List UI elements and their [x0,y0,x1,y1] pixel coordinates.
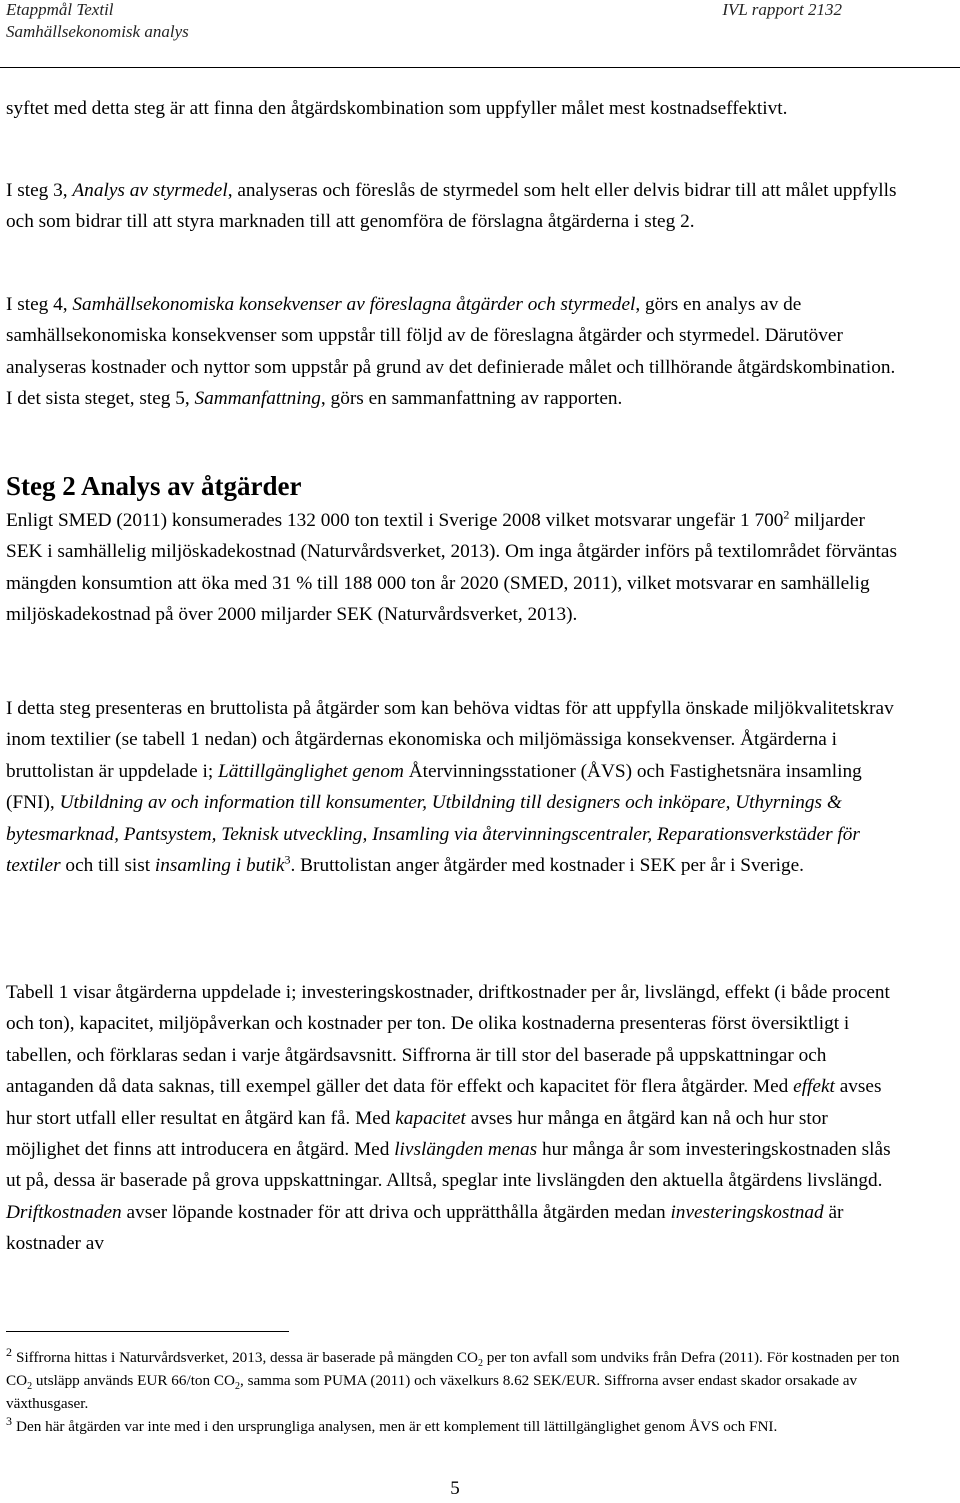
italic-run: Driftkostnaden [6,1201,122,1223]
paragraph-3 [6,289,898,415]
text-run: hur många år som investeringskostnaden slås ut på, dessa är baserade på grova uppskattningar. Alltså, speglar inte livslängden den aktuella åtgärdens livslängd. [6,1139,891,1192]
text-run: Siffrorna hittas i Naturvårdsverket, 2013, dessa är baserade på mängden CO [16,1349,478,1366]
italic-run: Lättillgänglighet genom [218,760,404,782]
paragraph-6 [6,977,898,1260]
footnote-ref[interactable]: 3 [284,852,291,867]
subscript: 2 [235,1381,241,1393]
italic-run: investeringskostnad [670,1201,824,1223]
text-run: I detta steg presenteras en bruttolista på åtgärder som kan behöva vidtas för att uppfylla önskade miljökvalitetskrav inom textilier (se tabell 1 nedan) och åtgärdernas ekonomiska och miljömässiga konsekvenser. Åtgärderna i bruttolistan är uppdelade i; [6,698,894,782]
header-divider [0,67,960,68]
footnote-3 [6,1415,906,1438]
italic-run: Sammanfattning [194,388,321,410]
footnote-number: 2 [6,1344,12,1359]
text-run: . Bruttolistan anger åtgärder med kostnader i SEK per år i Sverige. [290,855,804,877]
header-report-number: IVL rapport 2132 [722,0,842,19]
text-run: , samma som PUMA (2011) och växelkurs 8.62 SEK/EUR. Siffrorna avser endast skador orsakade av växthusgaser. [6,1372,858,1412]
footnotes [6,1346,906,1438]
subscript: 2 [27,1381,33,1393]
subscript: 2 [477,1358,483,1370]
text-run: är kostnader av [6,1201,844,1255]
text-run: Enligt SMED (2011) konsumerades 132 000 ton textil i Sverige 2008 vilket motsvarar ungefär 1 700 [6,510,784,531]
text-run: avser löpande kostnader för att driva och upprätthålla åtgärden medan [121,1201,671,1223]
text-run: Den här åtgärden var inte med i den ursprungliga analysen, men är ett komplement till lättillgänglighet genom ÅVS och FNI. [16,1418,778,1435]
paragraph-2 [6,175,898,238]
section-heading: Steg 2 Analys av åtgärder [6,471,302,501]
footnote-ref[interactable]: 2 [783,507,790,522]
text-run: utsläpp används EUR 66/ton CO [32,1372,236,1389]
footnote-divider [6,1331,289,1332]
italic-run: Analys av styrmedel [72,180,228,201]
page-number: 5 [450,1478,460,1499]
italic-run: livslängden menas [394,1139,538,1161]
italic-run: insamling i butik [154,855,285,877]
paragraph-5 [6,693,898,881]
paragraph-1 [6,93,898,124]
header-subtitle: Samhällsekonomisk analys [6,22,189,41]
italic-run: kapacitet [395,1107,466,1129]
paragraph-1-text: syftet med detta steg är att finna den åtgärdskombination som uppfyller målet mest kostnadseffektivt. [6,98,788,119]
paragraph-4 [6,505,898,631]
text-run: , görs en analys av de samhällsekonomiska konsekvenser som uppstår till följd av de föreslagna åtgärder och styrmedel. Därutöver analyseras kostnader och nyttor som uppstår på grund av det definierade målet och tillhörande åtgärdskombination. I det sista steget, steg 5, [6,294,896,410]
text-run: avses hur många en åtgärd kan nå och hur stor möjlighet det finns att introducera en åtgärd. Med [6,1107,828,1161]
italic-run: Samhällsekonomiska konsekvenser av föreslagna åtgärder och styrmedel [72,294,636,315]
text-run: , analyseras och föreslås de styrmedel som helt eller delvis bidrar till att målet uppfylls och som bidrar till att styra marknaden till att genomföra de förslagna åtgärderna i steg 2. [6,180,897,233]
footnote-number: 3 [6,1413,12,1428]
text-run: och till sist [60,855,155,877]
text-run: , görs en sammanfattning av rapporten. [320,388,623,410]
text-run: avses hur stort utfall eller resultat en åtgärd kan få. Med [6,1076,882,1129]
text-run: miljarder SEK i samhällelig miljöskadekostnad (Naturvårdsverket, 2013). Om inga åtgärder införs på textilområdet förväntas mängden konsumtion att öka med 31 % till 188 000 ton år 2020 (SMED, 2011), vilket motsvarar en samhällelig miljöskadekostnad på över 2000 miljarder SEK (Naturvårdsverket, 2013). [6,510,897,626]
text-run: I steg 4, [6,294,73,315]
text-run: I steg 3, [6,180,73,201]
header-title: Etappmål Textil [6,0,114,19]
italic-run: Utbildning av och information till konsumenter, Utbildning till designers och inköpare, Uthyrnings & bytesmarknad, Pantsystem, Teknisk utveckling, Insamling via återvinningscentraler, Reparationsverkstäder för textiler [6,792,860,877]
italic-run: effekt [793,1076,835,1098]
text-run: Återvinningsstationer (ÅVS) och Fastighetsnära insamling (FNI), [6,760,862,814]
footnote-2 [6,1346,906,1415]
text-run: Tabell 1 visar åtgärderna uppdelade i; investeringskostnader, driftkostnader per år, livslängd, effekt (i både procent och ton), kapacitet, miljöpåverkan och kostnader per ton. De olika kostnaderna presenteras först översiktligt i tabellen, och förklaras sedan i varje åtgärdsavsnitt. Siffrorna är till stor del baserade på uppskattningar och antaganden då data saknas, till exempel gäller det data för effekt och kapacitet för flera åtgärder. Med [6,982,890,1098]
page-header [0,0,960,72]
text-run: per ton avfall som undviks från Defra (2011). För kostnaden per ton CO [6,1349,900,1389]
